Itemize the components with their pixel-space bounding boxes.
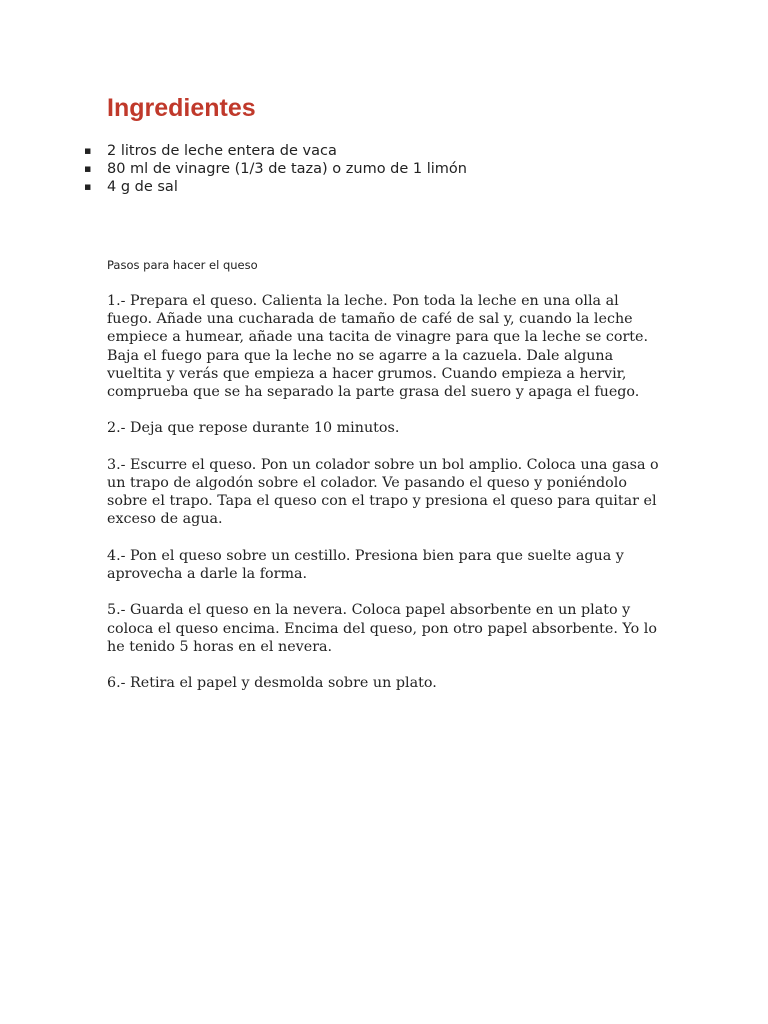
steps-subheading: Pasos para hacer el queso	[107, 258, 258, 272]
ingredient-text: 80 ml de vinagre (1/3 de taza) o zumo de 1 limón	[107, 161, 467, 177]
step-paragraph: 4.- Pon el queso sobre un cestillo. Presiona bien para que suelte agua y aprovecha a darle la forma.	[107, 547, 624, 582]
ingredient-text: 4 g de sal	[107, 179, 178, 195]
step-paragraph: 2.- Deja que repose durante 10 minutos.	[107, 420, 400, 437]
square-bullet-icon: ▪	[84, 144, 92, 157]
ingredients-list	[84, 142, 467, 196]
ingredient-item	[84, 178, 467, 196]
step-paragraph: 3.- Escurre el queso. Pon un colador sobre un bol amplio. Coloca una gasa o un trapo de algodón sobre el colador. Ve pasando el queso y poniéndolo sobre el trapo. Tapa el queso con el trapo y presiona el queso para quitar el exceso de agua.	[107, 456, 659, 528]
ingredient-item	[84, 160, 467, 178]
ingredient-text: 2 litros de leche entera de vaca	[107, 143, 337, 159]
step-paragraph: 6.- Retira el papel y desmolda sobre un plato.	[107, 675, 437, 692]
square-bullet-icon: ▪	[84, 162, 92, 175]
ingredients-heading: Ingredientes	[107, 94, 256, 122]
ingredient-item	[84, 142, 467, 160]
steps-body	[107, 292, 667, 711]
step-paragraph: 5.- Guarda el queso en la nevera. Coloca papel absorbente en un plato y coloca el queso encima. Encima del queso, pon otro papel absorbente. Yo lo he tenido 5 horas en el nevera.	[107, 602, 657, 655]
step-paragraph: 1.- Prepara el queso. Calienta la leche. Pon toda la leche en una olla al fuego. Añade una cucharada de tamaño de café de sal y, cuando la leche empiece a humear, añade una tacita de vinagre para que la leche se corte. Baja el fuego para que la leche no se agarre a la cazuela. Dale alguna vueltita y verás que empieza a hacer grumos. Cuando empieza a hervir, comprueba que se ha separado la parte grasa del suero y apaga el fuego.	[107, 293, 649, 401]
square-bullet-icon: ▪	[84, 180, 92, 193]
